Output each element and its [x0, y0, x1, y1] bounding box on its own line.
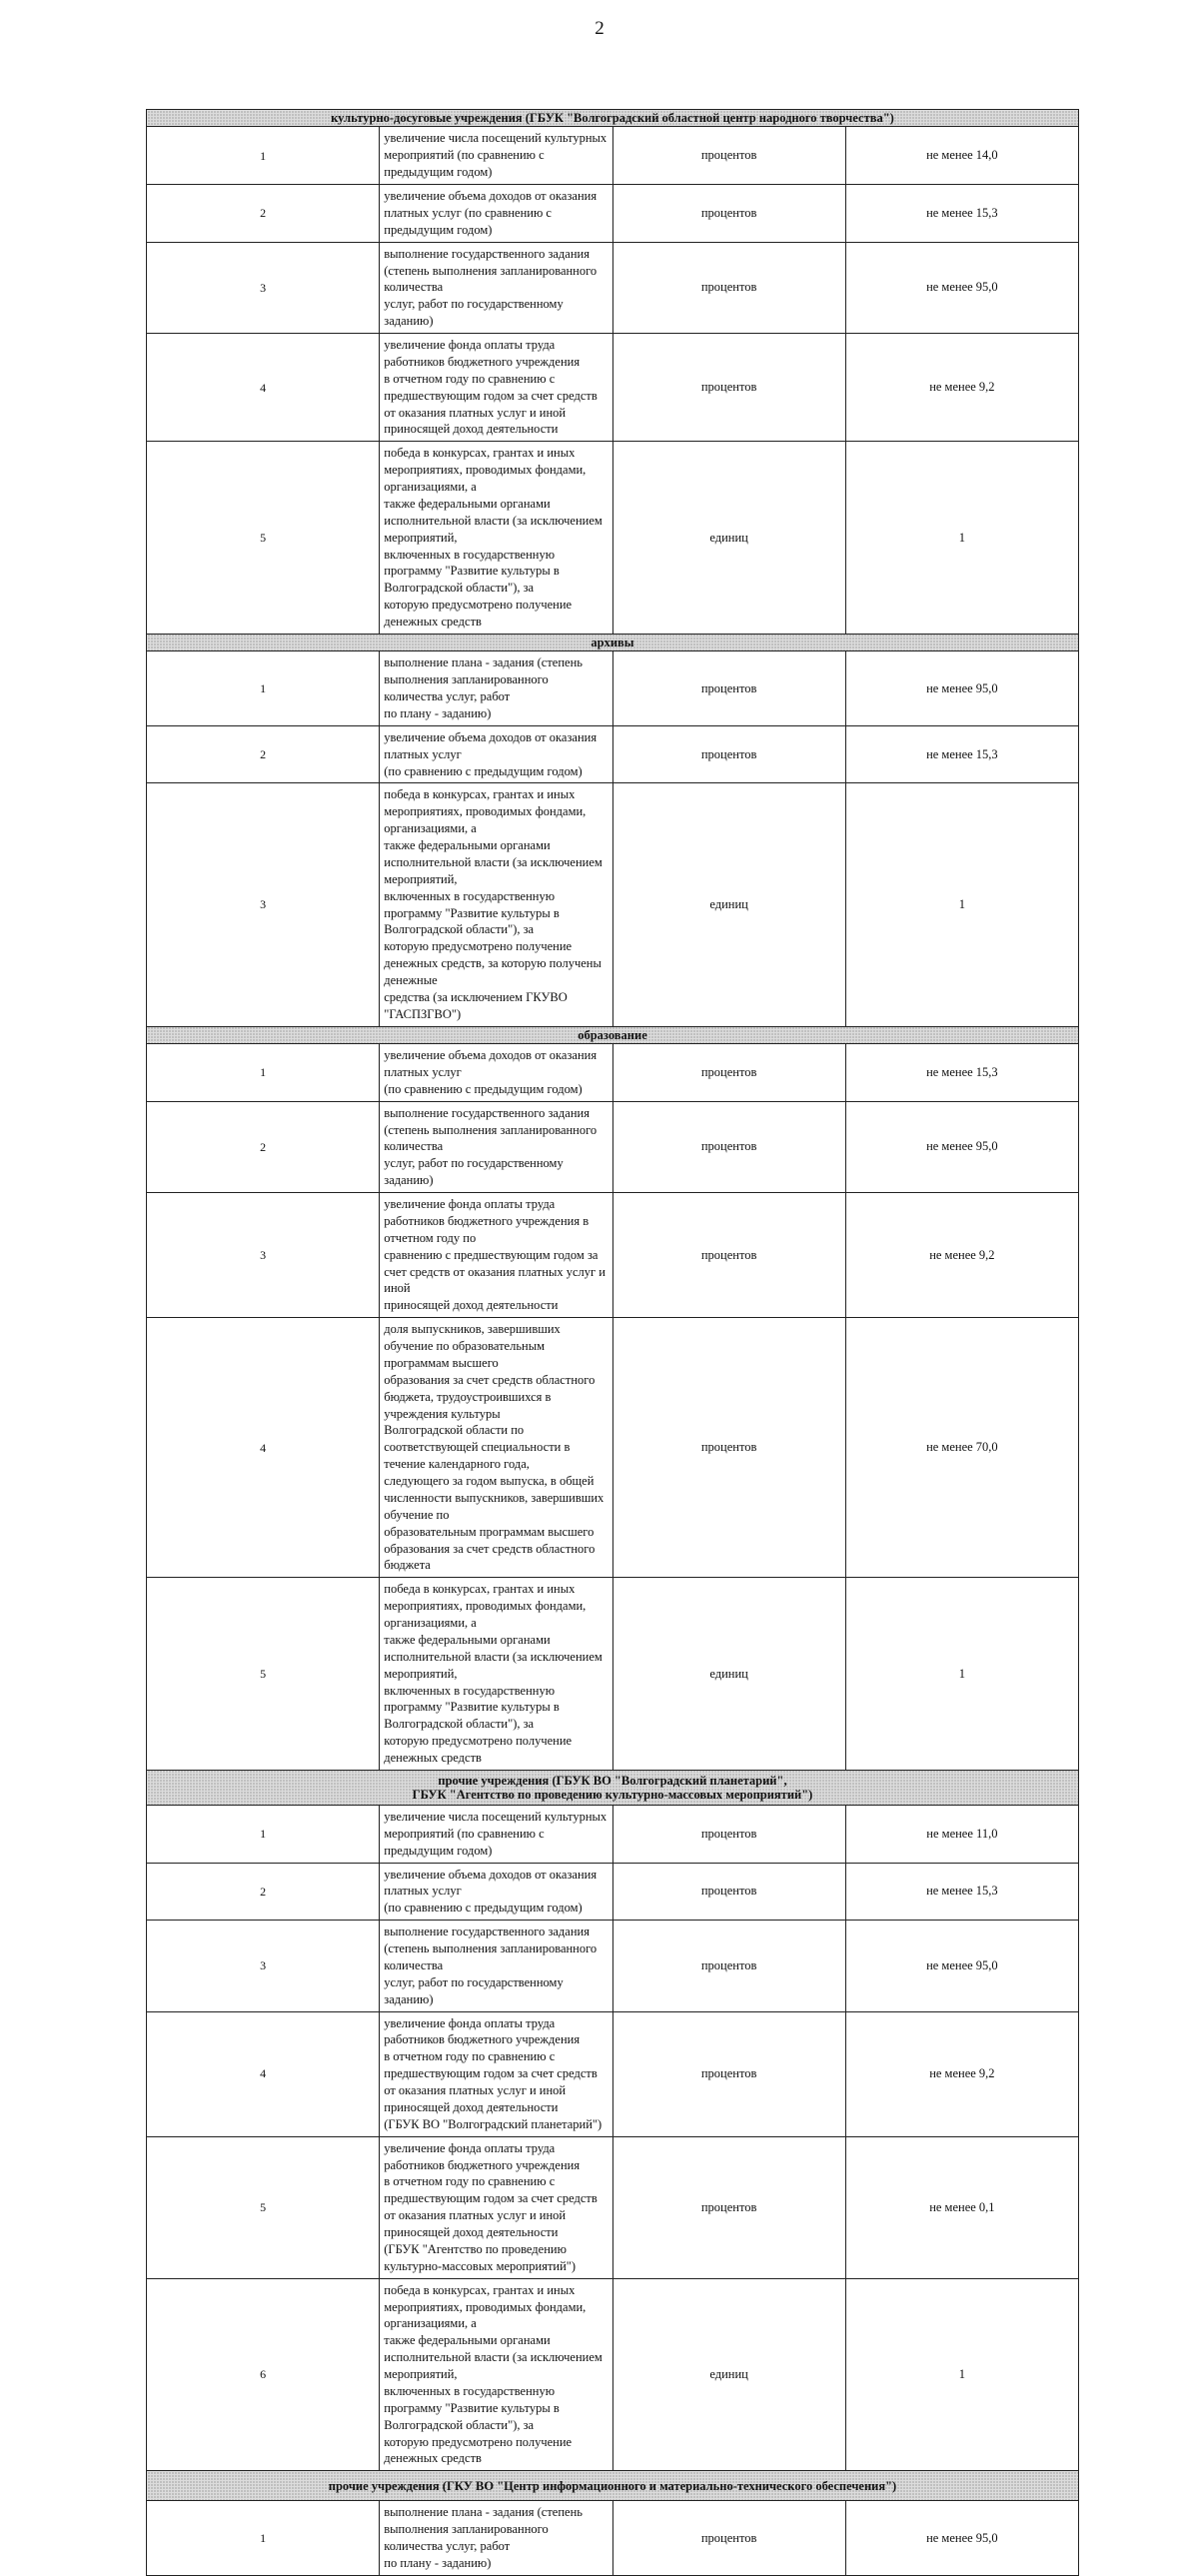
indicator-description [380, 1578, 612, 1771]
description-line: услуг, работ по государственному заданию) [384, 1974, 564, 2006]
description-line: (по сравнению с предыдущим годом) [384, 1901, 583, 1916]
indicator-description [380, 725, 612, 783]
row-number: 4 [147, 2011, 380, 2136]
unit-of-measure: единиц [612, 1578, 845, 1771]
description-line: Волгоградской области по соответствующей специальности в течение календарного года, [384, 1423, 571, 1472]
description-line: также федеральными органами исполнительной власти (за исключением мероприятий, [384, 2333, 602, 2381]
indicator-description [380, 442, 612, 635]
unit-of-measure: процентов [612, 1805, 845, 1863]
target-value: не менее 95,0 [845, 2501, 1078, 2576]
target-value: не менее 9,2 [845, 2011, 1078, 2136]
description-line: (ГБУК ВО "Волгоградский планетарий") [384, 2116, 602, 2131]
target-value: не менее 0,1 [845, 2136, 1078, 2278]
target-value: не менее 95,0 [845, 1101, 1078, 1192]
row-number: 6 [147, 2278, 380, 2471]
description-line: приносящей доход деятельности [384, 1298, 559, 1313]
description-line: выполнение государственного задания (степень выполнения запланированного количества [384, 1105, 598, 1154]
unit-of-measure: процентов [612, 242, 845, 333]
table-row [147, 442, 1079, 635]
unit-of-measure: процентов [612, 185, 845, 243]
target-value: 1 [845, 2278, 1078, 2471]
page-number: 2 [595, 18, 604, 39]
unit-of-measure: процентов [612, 1101, 845, 1192]
description-line: увеличение числа посещений культурных мероприятий (по сравнению с предыдущим годом) [384, 131, 607, 180]
target-value: не менее 95,0 [845, 1921, 1078, 2011]
indicator-description [380, 1863, 612, 1921]
target-value: 1 [845, 1578, 1078, 1771]
description-line: включенных в государственную программу "Развитие культуры в Волгоградской области"), за [384, 547, 560, 596]
target-value: 1 [845, 783, 1078, 1026]
section-title [147, 1770, 1079, 1805]
table-row [147, 334, 1079, 442]
description-line: которую предусмотрено получение денежных средств [384, 2434, 573, 2466]
row-number: 5 [147, 1578, 380, 1771]
description-line: в отчетном году по сравнению с предшествующим годом за счет средств [384, 371, 598, 403]
description-line: (ГБУК "Агентство по проведению культурно-массовых мероприятий") [384, 2241, 577, 2273]
indicator-description [380, 1318, 612, 1578]
table-row [147, 1921, 1079, 2011]
indicator-description [380, 2501, 612, 2576]
description-line: (по сравнению с предыдущим годом) [384, 1081, 583, 1096]
description-line: следующего за годом выпуска, в общей численности выпускников, завершивших обучение по [384, 1474, 604, 1522]
description-line: по плану - заданию) [384, 2555, 492, 2570]
indicator-description [380, 2011, 612, 2136]
indicator-description [380, 242, 612, 333]
row-number: 4 [147, 1318, 380, 1578]
row-number: 2 [147, 725, 380, 783]
section-title-line: прочие учреждения (ГБУК ВО "Волгоградский планетарий", [438, 1773, 787, 1788]
target-value: не менее 15,3 [845, 185, 1078, 243]
description-line: увеличение объема доходов от оказания платных услуг [384, 729, 598, 761]
indicator-description [380, 2278, 612, 2471]
description-line: победа в конкурсах, грантах и иных мероприятиях, проводимых фондами, организациями, а [384, 2282, 587, 2331]
description-line: включенных в государственную программу "Развитие культуры в Волгоградской области"), за [384, 888, 560, 937]
description-line: доля выпускников, завершивших обучение по образовательным программам высшего [384, 1322, 561, 1370]
row-number: 2 [147, 185, 380, 243]
indicator-description [380, 783, 612, 1026]
row-number: 5 [147, 442, 380, 635]
description-line: которую предусмотрено получение денежных средств, за которую получены денежные [384, 939, 601, 987]
description-line: победа в конкурсах, грантах и иных мероприятиях, проводимых фондами, организациями, а [384, 446, 587, 494]
description-line: образования за счет средств областного бюджета, трудоустроившихся в учреждения культуры [384, 1372, 596, 1421]
unit-of-measure: процентов [612, 1044, 845, 1102]
description-line: также федеральными органами исполнительной власти (за исключением мероприятий, [384, 838, 602, 886]
description-line: увеличение объема доходов от оказания платных услуг (по сравнению с предыдущим годом) [384, 189, 598, 237]
indicator-description [380, 1044, 612, 1102]
section-header-row [147, 634, 1079, 650]
section-title-line: образование [578, 1027, 647, 1042]
description-line: от оказания платных услуг и иной приносящей доход деятельности [384, 405, 567, 437]
row-number: 3 [147, 783, 380, 1026]
row-number: 1 [147, 1044, 380, 1102]
unit-of-measure: процентов [612, 651, 845, 726]
description-line: выполнение государственного задания (степень выполнения запланированного количества [384, 246, 598, 295]
table-row [147, 783, 1079, 1026]
section-header-row [147, 2471, 1079, 2501]
target-value: не менее 11,0 [845, 1805, 1078, 1863]
indicator-description [380, 185, 612, 243]
unit-of-measure: единиц [612, 2278, 845, 2471]
target-value: не менее 9,2 [845, 1193, 1078, 1318]
description-line: по плану - заданию) [384, 705, 492, 720]
target-value: не менее 70,0 [845, 1318, 1078, 1578]
row-number: 2 [147, 1101, 380, 1192]
target-value: не менее 95,0 [845, 242, 1078, 333]
unit-of-measure: процентов [612, 334, 845, 442]
row-number: 3 [147, 1193, 380, 1318]
description-line: выполнение государственного задания (степень выполнения запланированного количества [384, 1925, 598, 1972]
indicator-description [380, 1101, 612, 1192]
section-title [147, 634, 1079, 650]
description-line: также федеральными органами исполнительной власти (за исключением мероприятий, [384, 496, 602, 545]
unit-of-measure: процентов [612, 1921, 845, 2011]
description-line: включенных в государственную программу "Развитие культуры в Волгоградской области"), за [384, 1683, 560, 1732]
description-line: включенных в государственную программу "Развитие культуры в Волгоградской области"), за [384, 2383, 560, 2432]
row-number: 5 [147, 2136, 380, 2278]
table-row [147, 1863, 1079, 1921]
unit-of-measure: процентов [612, 2501, 845, 2576]
section-title-line: культурно-досуговые учреждения (ГБУК "Волгоградский областной центр народного творчества") [331, 111, 894, 125]
table-row [147, 651, 1079, 726]
unit-of-measure: процентов [612, 2011, 845, 2136]
description-line: увеличение фонда оплаты труда работников бюджетного учреждения [384, 338, 581, 369]
section-title [147, 1026, 1079, 1043]
table-row [147, 185, 1079, 243]
indicator-description [380, 127, 612, 185]
table-row [147, 2278, 1079, 2471]
target-value: не менее 15,3 [845, 1044, 1078, 1102]
description-line: выполнение плана - задания (степень выполнения запланированного количества услуг, работ [384, 2505, 583, 2553]
description-line: сравнению с предшествующим годом за счет средств от оказания платных услуг и иной [384, 1247, 605, 1296]
description-line: выполнение плана - задания (степень выполнения запланированного количества услуг, работ [384, 655, 583, 703]
table-row [147, 2011, 1079, 2136]
indicator-description [380, 2136, 612, 2278]
target-value: не менее 14,0 [845, 127, 1078, 185]
indicator-description [380, 334, 612, 442]
description-line: увеличение фонда оплаты труда работников бюджетного учреждения [384, 2140, 581, 2172]
row-number: 1 [147, 1805, 380, 1863]
target-value: не менее 9,2 [845, 334, 1078, 442]
description-line: которую предусмотрено получение денежных средств [384, 1734, 573, 1765]
description-line: от оказания платных услуг и иной приносящей доход деятельности [384, 2208, 567, 2239]
unit-of-measure: единиц [612, 442, 845, 635]
unit-of-measure: процентов [612, 127, 845, 185]
table-row [147, 1193, 1079, 1318]
unit-of-measure: единиц [612, 783, 845, 1026]
unit-of-measure: процентов [612, 1193, 845, 1318]
description-line: увеличение числа посещений культурных мероприятий (по сравнению с предыдущим годом) [384, 1809, 607, 1858]
description-line: победа в конкурсах, грантах и иных мероприятиях, проводимых фондами, организациями, а [384, 1582, 587, 1630]
indicator-description [380, 1921, 612, 2011]
indicator-description [380, 1805, 612, 1863]
table-row [147, 1044, 1079, 1102]
row-number: 3 [147, 242, 380, 333]
table-row [147, 127, 1079, 185]
description-line: увеличение объема доходов от оказания платных услуг [384, 1048, 598, 1079]
description-line: от оказания платных услуг и иной приносящей доход деятельности [384, 2083, 567, 2114]
table-row [147, 1101, 1079, 1192]
table-row [147, 1318, 1079, 1578]
description-line: услуг, работ по государственному заданию) [384, 297, 564, 329]
indicator-description [380, 1193, 612, 1318]
row-number: 3 [147, 1921, 380, 2011]
table-row [147, 242, 1079, 333]
description-line: образовательным программам высшего образования за счет средств областного бюджета [384, 1524, 596, 1573]
description-line: которую предусмотрено получение денежных средств [384, 598, 573, 629]
table-row [147, 1805, 1079, 1863]
row-number: 1 [147, 651, 380, 726]
description-line: (по сравнению с предыдущим годом) [384, 763, 583, 778]
description-line: увеличение фонда оплаты труда работников бюджетного учреждения в отчетном году по [384, 1197, 590, 1245]
section-header-row [147, 1026, 1079, 1043]
unit-of-measure: процентов [612, 725, 845, 783]
unit-of-measure: процентов [612, 1863, 845, 1921]
unit-of-measure: процентов [612, 2136, 845, 2278]
indicators-table-body [147, 110, 1079, 2576]
description-line: в отчетном году по сравнению с предшествующим годом за счет средств [384, 2174, 598, 2206]
row-number: 2 [147, 1863, 380, 1921]
target-value: не менее 15,3 [845, 725, 1078, 783]
target-value: 1 [845, 442, 1078, 635]
section-header-row [147, 1770, 1079, 1805]
description-line: средства (за исключением ГКУВО "ГАСПЗГВО") [384, 989, 568, 1021]
description-line: увеличение объема доходов от оказания платных услуг [384, 1867, 598, 1899]
target-value: не менее 15,3 [845, 1863, 1078, 1921]
indicator-description [380, 651, 612, 726]
table-row [147, 2136, 1079, 2278]
row-number: 1 [147, 127, 380, 185]
description-line: победа в конкурсах, грантах и иных мероприятиях, проводимых фондами, организациями, а [384, 787, 587, 836]
row-number: 1 [147, 2501, 380, 2576]
table-row [147, 725, 1079, 783]
description-line: также федеральными органами исполнительной власти (за исключением мероприятий, [384, 1632, 602, 1681]
section-title [147, 110, 1079, 127]
row-number: 4 [147, 334, 380, 442]
table-row [147, 1578, 1079, 1771]
section-title-line: ГБУК "Агентство по проведению культурно-массовых мероприятий") [412, 1787, 813, 1802]
description-line: в отчетном году по сравнению с предшествующим годом за счет средств [384, 2049, 598, 2081]
section-title [147, 2471, 1079, 2501]
section-title-line: архивы [591, 635, 634, 649]
section-header-row [147, 110, 1079, 127]
description-line: услуг, работ по государственному заданию) [384, 1156, 564, 1188]
target-value: не менее 95,0 [845, 651, 1078, 726]
description-line: увеличение фонда оплаты труда работников бюджетного учреждения [384, 2015, 581, 2047]
indicators-table [146, 109, 1079, 2576]
table-row [147, 2501, 1079, 2576]
unit-of-measure: процентов [612, 1318, 845, 1578]
section-title-line: прочие учреждения (ГКУ ВО "Центр информационного и материально-технического обеспечения") [328, 2478, 897, 2493]
